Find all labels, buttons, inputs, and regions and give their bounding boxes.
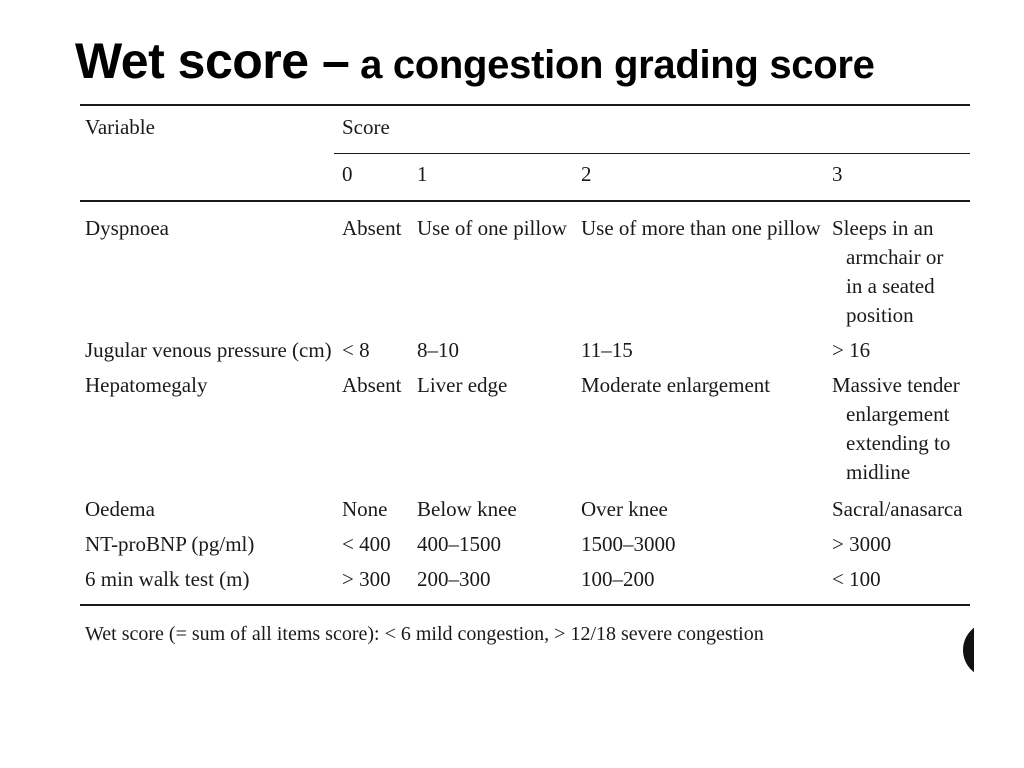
header-score-3: 3 [832,162,843,186]
table-top-rule [80,104,970,106]
row-jvp-variable: Jugular venous pressure (cm) [85,338,332,362]
row-hepatomegaly-score-3 [832,371,960,487]
row-ntprobnp-score-0: < 400 [342,532,391,556]
table-footnote: Wet score (= sum of all items score): < 6 mild congestion, > 12/18 severe congestion [85,623,764,645]
row-oedema-score-1: Below knee [417,497,517,521]
row-dyspnoea-score-0: Absent [342,216,402,240]
cropped-graphic-mask [974,600,1024,700]
cell-line: in a seated [846,274,935,298]
cell-line: enlargement [846,402,950,426]
row-oedema-score-3: Sacral/anasarca [832,497,963,521]
table-bottom-rule [80,604,970,606]
header-score-2: 2 [581,162,592,186]
header-score-0: 0 [342,162,353,186]
row-oedema-score-2: Over knee [581,497,668,521]
row-hepatomegaly-variable: Hepatomegaly [85,373,208,397]
slide-title-main: Wet score – [75,33,350,89]
header-score-1: 1 [417,162,428,186]
row-dyspnoea-score-3 [832,214,943,330]
row-hepatomegaly-score-0: Absent [342,373,402,397]
row-jvp-score-3: > 16 [832,338,871,362]
row-oedema-variable: Oedema [85,497,155,521]
row-walk-test-score-1: 200–300 [417,567,491,591]
row-walk-test-score-0: > 300 [342,567,391,591]
cell-line: extending to [846,431,951,455]
cell-line: armchair or [846,245,944,269]
row-hepatomegaly-score-2: Moderate enlargement [581,373,771,397]
row-dyspnoea-score-2: Use of more than one pillow [581,216,821,240]
wet-score-table [72,103,970,663]
header-bottom-rule [80,200,970,202]
row-dyspnoea-variable: Dyspnoea [85,216,169,240]
row-jvp-score-2: 11–15 [581,338,633,362]
row-hepatomegaly-score-1: Liver edge [417,373,508,397]
row-dyspnoea-score-1: Use of one pillow [417,216,567,240]
header-score: Score [342,115,390,139]
row-walk-test-score-3: < 100 [832,567,881,591]
row-jvp-score-0: < 8 [342,338,370,362]
header-variable: Variable [85,115,155,139]
cell-line: midline [846,460,911,484]
slide-title [75,33,875,89]
row-ntprobnp-score-1: 400–1500 [417,532,501,556]
cell-line: Massive tender [832,373,960,397]
row-walk-test-variable: 6 min walk test (m) [85,567,250,591]
slide-title-subtitle: a congestion grading score [349,43,875,87]
score-subheader-rule [334,153,970,154]
row-ntprobnp-score-3: > 3000 [832,532,892,556]
row-oedema-score-0: None [342,497,388,521]
row-ntprobnp-score-2: 1500–3000 [581,532,676,556]
row-jvp-score-1: 8–10 [417,338,459,362]
cell-line: position [846,303,914,327]
row-walk-test-score-2: 100–200 [581,567,655,591]
row-ntprobnp-variable: NT-proBNP (pg/ml) [85,532,255,556]
cell-line: Sleeps in an [832,216,934,240]
